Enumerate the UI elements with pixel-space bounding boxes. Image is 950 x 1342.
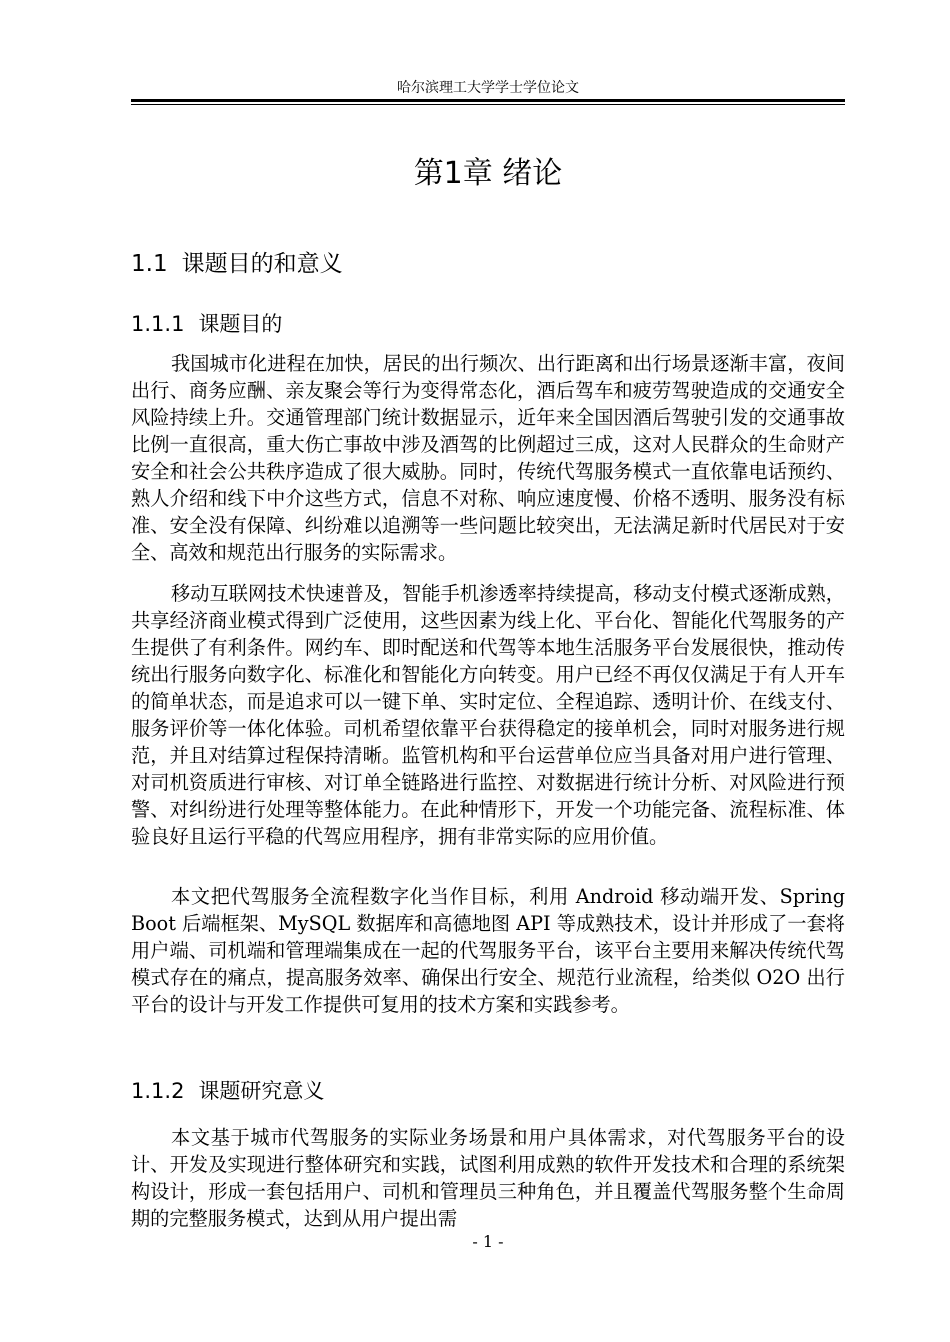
header-rule-thick xyxy=(131,99,845,102)
subsection-heading-1 xyxy=(131,309,282,339)
header-rule-thin xyxy=(131,104,845,105)
section-heading xyxy=(131,248,343,280)
section-number: 1.1 xyxy=(131,251,168,277)
paragraph-3: 本文把代驾服务全流程数字化当作目标，利用 Android 移动端开发、Spring Boot 后端框架、MySQL 数据库和高德地图 API 等成熟技术，设计并形成了一套将用户端、司机端和管理端集成在一起的代驾服务平台，该平台主要用来解决传统代驾模式存在的痛点，提高服务效率、确保出行安全、规范行业流程，给类似 O2O 出行平台的设计与开发工作提供可复用的技术方案和实践参考。 xyxy=(131,885,845,1016)
subsection-number: 1.1.1 xyxy=(131,312,185,336)
subsection-heading-2 xyxy=(131,1076,324,1106)
paragraph-1: 我国城市化进程在加快，居民的出行频次、出行距离和出行场景逐渐丰富，夜间出行、商务应酬、亲友聚会等行为变得常态化，酒后驾车和疲劳驾驶造成的交通安全风险持续上升。交通管理部门统计数据显示，近年来全国因酒后驾驶引发的交通事故比例一直很高，重大伤亡事故中涉及酒驾的比例超过三成，这对人民群众的生命财产安全和社会公共秩序造成了很大威胁。同时，传统代驾服务模式一直依靠电话预约、熟人介绍和线下中介这些方式，信息不对称、响应速度慢、价格不透明、服务没有标准、安全没有保障、纠纷难以追溯等一些问题比较突出，无法满足新时代居民对于安全、高效和规范出行服务的实际需求。 xyxy=(131,352,845,564)
paragraph-2: 移动互联网技术快速普及，智能手机渗透率持续提高，移动支付模式逐渐成熟，共享经济商业模式得到广泛使用，这些因素为线上化、平台化、智能化代驾服务的产生提供了有利条件。网约车、即时配送和代驾等本地生活服务平台发展很快，推动传统出行服务向数字化、标准化和智能化方向转变。用户已经不再仅仅满足于有人开车的简单状态，而是追求可以一键下单、实时定位、全程追踪、透明计价、在线支付、服务评价等一体化体验。司机希望依靠平台获得稳定的接单机会，同时对服务进行规范，并且对结算过程保持清晰。监管机构和平台运营单位应当具备对用户进行管理、对司机资质进行审核、对订单全链路进行监控、对数据进行统计分析、对风险进行预警、对纠纷进行处理等整体能力。在此种情形下，开发一个功能完备、流程标准、体验良好且运行平稳的代驾应用程序，拥有非常实际的应用价值。 xyxy=(131,582,845,848)
subsection-title: 课题目的 xyxy=(198,312,283,336)
subsection-number: 1.1.2 xyxy=(131,1079,185,1103)
paragraph-4: 本文基于城市代驾服务的实际业务场景和用户具体需求，对代驾服务平台的设计、开发及实现进行整体研究和实践，试图利用成熟的软件开发技术和合理的系统架构设计，形成一套包括用户、司机和管理员三种角色，并且覆盖代驾服务整个生命周期的完整服务模式，达到从用户提出需 xyxy=(131,1126,845,1230)
running-header: 哈尔滨理工大学学士学位论文 xyxy=(397,80,579,96)
subsection-title: 课题研究意义 xyxy=(198,1079,325,1103)
chapter-title: 第1章 绪论 xyxy=(413,156,563,191)
page-number: - 1 - xyxy=(472,1232,504,1251)
section-title: 课题目的和意义 xyxy=(181,251,343,277)
